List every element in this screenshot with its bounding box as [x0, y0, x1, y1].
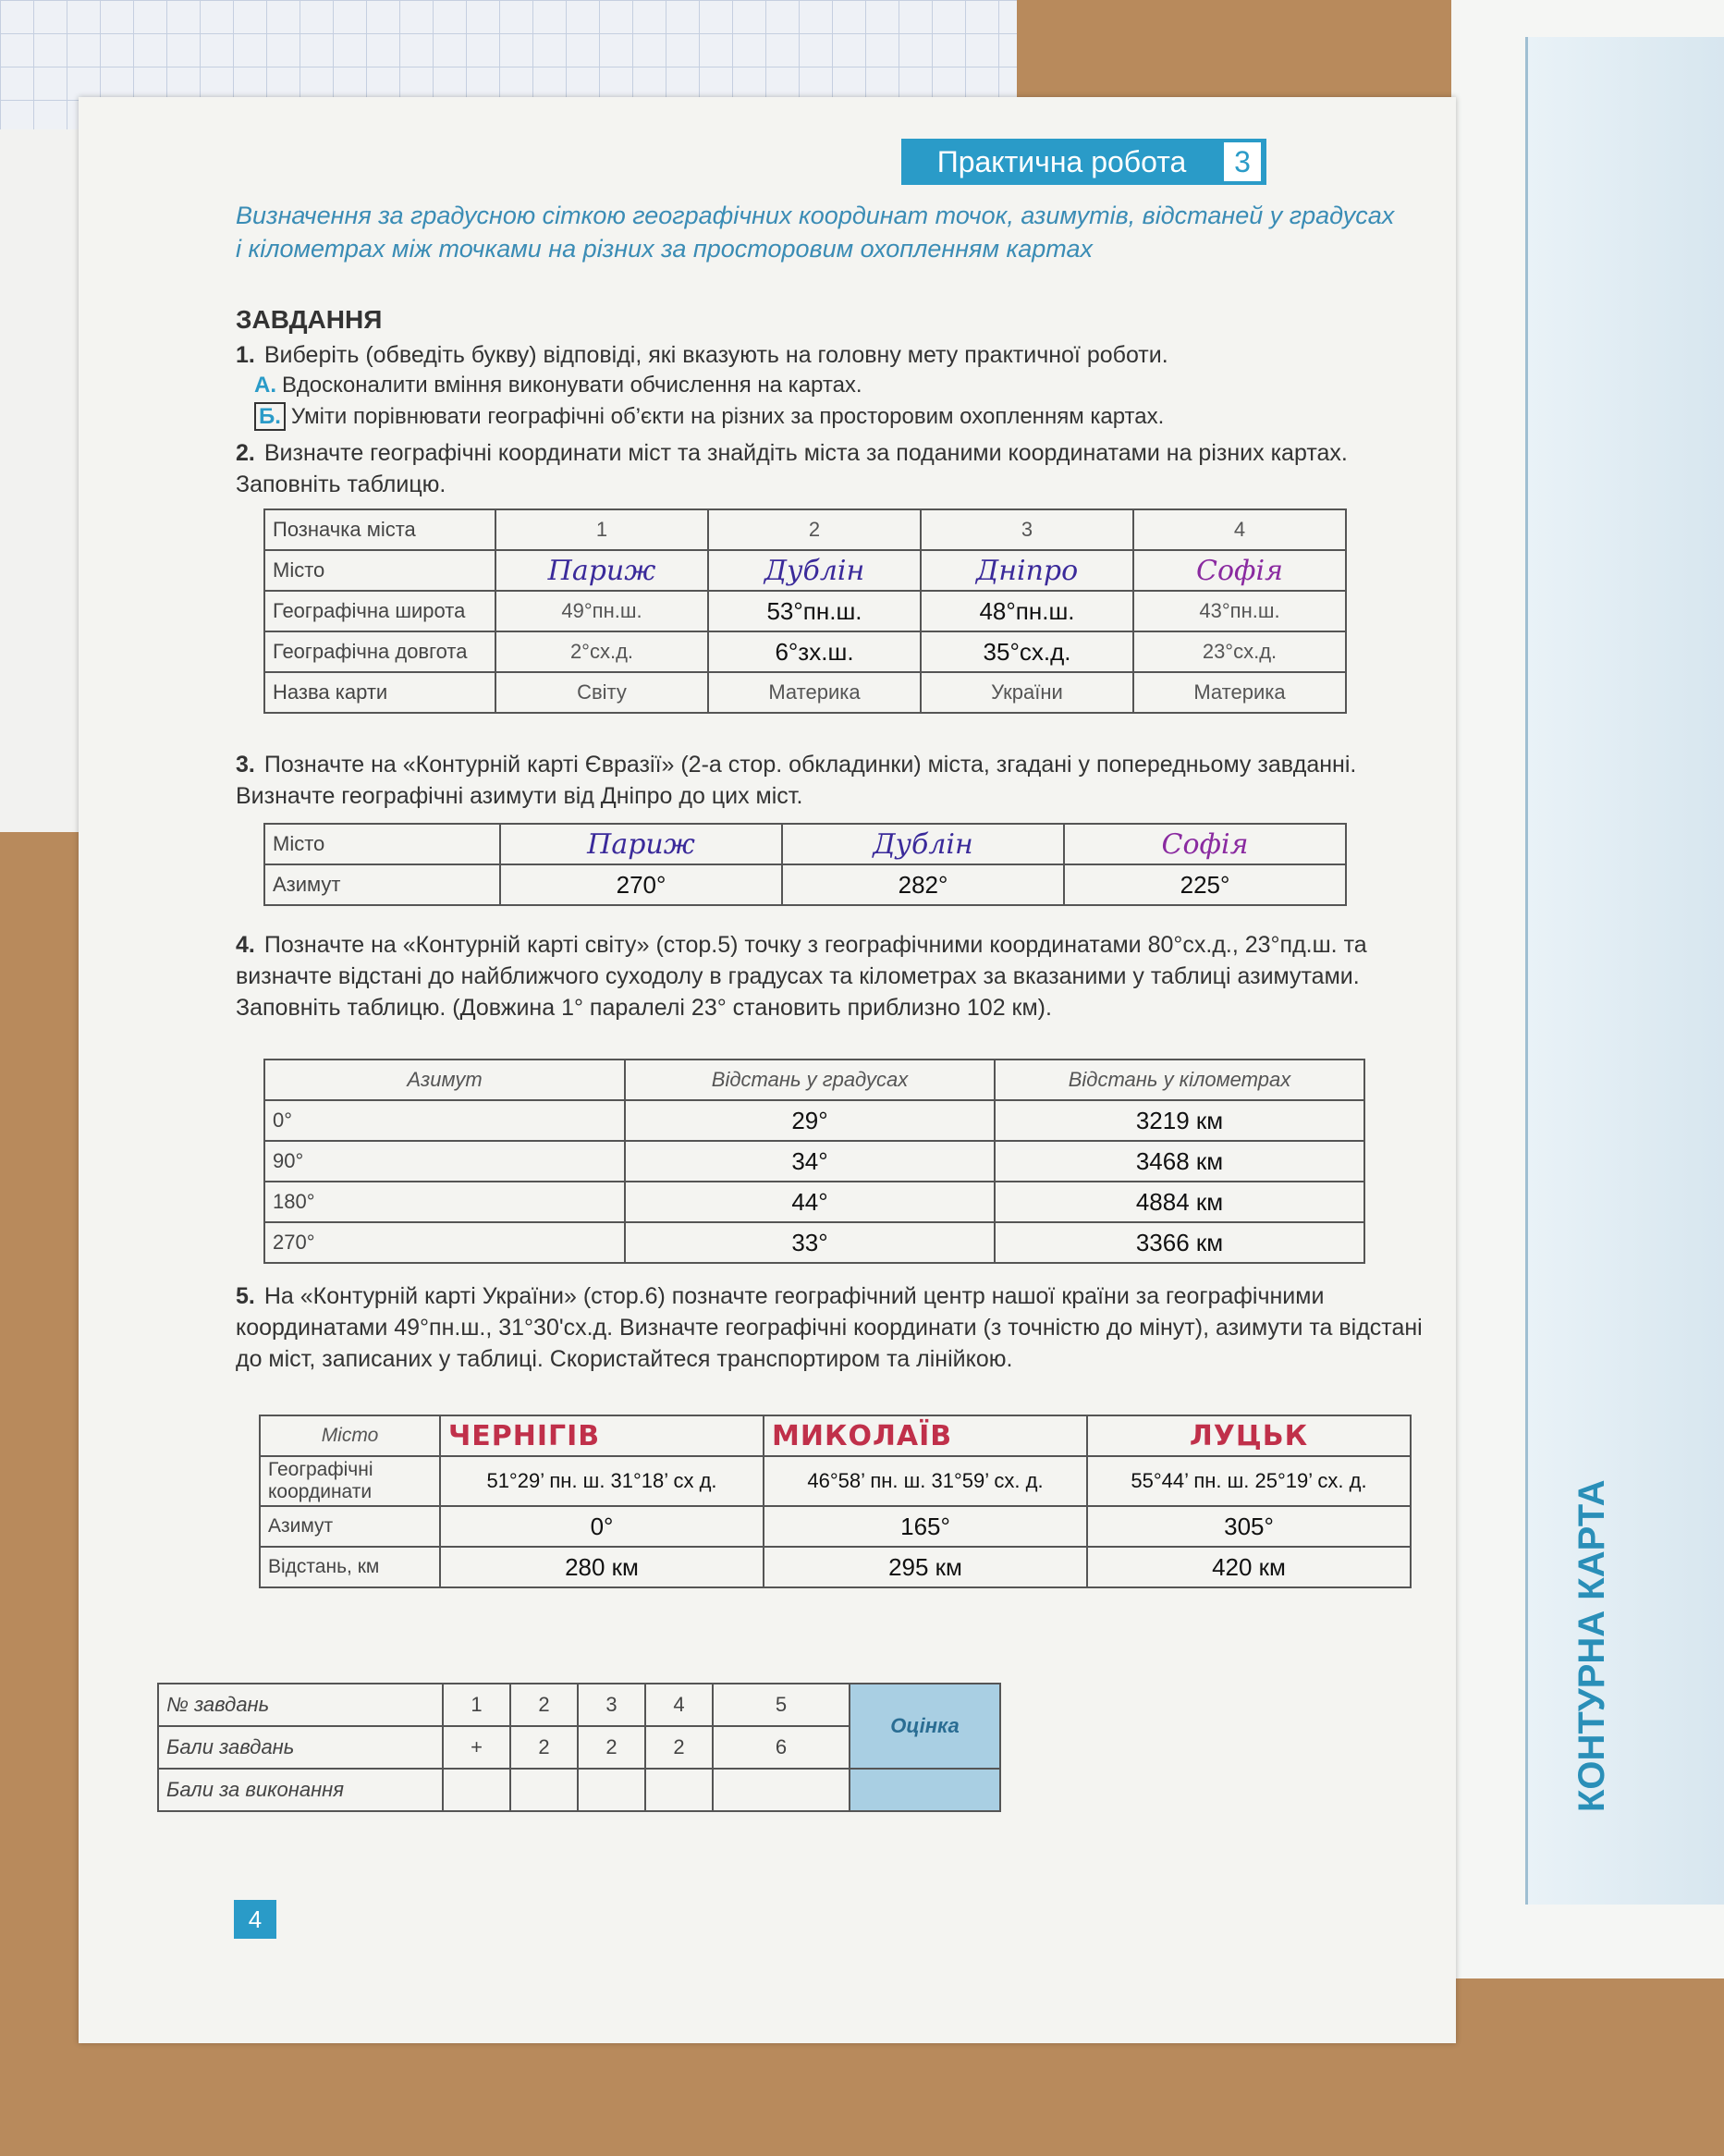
latitude-cell: 49°пн.ш.: [495, 591, 708, 631]
distance-cell[interactable]: 295 км: [764, 1547, 1087, 1587]
longitude-cell: 2°сх.д.: [495, 631, 708, 672]
city-cell[interactable]: Париж: [495, 550, 708, 591]
latitude-cell[interactable]: 48°пн.ш.: [921, 591, 1133, 631]
points-cell: 2: [645, 1726, 713, 1769]
kilometers-cell[interactable]: 3468 км: [995, 1141, 1364, 1182]
kilometers-cell[interactable]: 3219 км: [995, 1100, 1364, 1141]
mark-cell: 3: [921, 509, 1133, 550]
row-label: Географічні координати: [260, 1456, 440, 1506]
table-row: [260, 1506, 1411, 1547]
task-5-number: 5.: [236, 1283, 255, 1309]
table-row: [264, 1141, 1364, 1182]
task-1-option-b[interactable]: [254, 404, 1164, 430]
earned-points-cell[interactable]: [443, 1769, 510, 1811]
row-label: № завдань: [158, 1684, 443, 1726]
coordinates-cell[interactable]: 55°44’ пн. ш. 25°19’ сх. д.: [1087, 1456, 1411, 1506]
azimuth-cell: 180°: [264, 1182, 625, 1222]
section-title: ЗАВДАННЯ: [236, 305, 383, 334]
table-header-row: [264, 1060, 1364, 1100]
map-name-cell: Материка: [708, 672, 921, 713]
task-number-cell: 1: [443, 1684, 510, 1726]
workbook-page: [79, 97, 1456, 2043]
earned-points-cell[interactable]: [645, 1769, 713, 1811]
task-2-text: Визначте географічні координати міст та знайдіть міста за поданими координатами на різних картах. Заповніть таблицю.: [236, 440, 1348, 497]
azimuth-cell[interactable]: 305°: [1087, 1506, 1411, 1547]
map-name-cell: Світу: [495, 672, 708, 713]
degrees-cell[interactable]: 34°: [625, 1141, 995, 1182]
map-name-cell: України: [921, 672, 1133, 713]
points-cell: 2: [510, 1726, 578, 1769]
table-row: [264, 1222, 1364, 1263]
mark-cell: 4: [1133, 509, 1346, 550]
table-row: [264, 591, 1346, 631]
earned-points-cell[interactable]: [713, 1769, 850, 1811]
table-row: [260, 1415, 1411, 1456]
contour-map-label: КОНТУРНА КАРТА: [1571, 1479, 1612, 1812]
row-label: Географічна широта: [264, 591, 495, 631]
mark-cell: 2: [708, 509, 921, 550]
column-header: Відстань у градусах: [625, 1060, 995, 1100]
task-2: [236, 437, 1400, 500]
azimuth-cell[interactable]: 165°: [764, 1506, 1087, 1547]
latitude-cell: 43°пн.ш.: [1133, 591, 1346, 631]
row-label: Азимут: [260, 1506, 440, 1547]
table-row: [264, 550, 1346, 591]
longitude-cell[interactable]: 35°сх.д.: [921, 631, 1133, 672]
column-header: Відстань у кілометрах: [995, 1060, 1364, 1100]
city-cell[interactable]: Дублін: [708, 550, 921, 591]
row-label: Місто: [260, 1415, 440, 1456]
earned-points-cell[interactable]: [578, 1769, 645, 1811]
row-label: Бали завдань: [158, 1726, 443, 1769]
task-1-text: Виберіть (обведіть букву) відповіді, які вказують на головну мету практичної роботи.: [263, 342, 1168, 368]
table-row: [264, 509, 1346, 550]
row-label: Позначка міста: [264, 509, 495, 550]
task-3-table: [263, 823, 1347, 906]
task-4-text: Позначте на «Контурній карті світу» (стор.5) точку з географічними координатами 80°сх.д., 23°пд.ш. та визначте відстані до найближчого суходолу в градусах та кілометрах за вказаними у таблиці азимутами. Заповніть таблицю. (Довжина 1° паралелі 23° становить приблизно 102 км).: [236, 932, 1367, 1021]
grade-label: Оцінка: [850, 1684, 1000, 1769]
table-row: [264, 824, 1346, 864]
task-1-option-a[interactable]: [254, 373, 862, 398]
latitude-cell[interactable]: 53°пн.ш.: [708, 591, 921, 631]
task-1: [236, 339, 1400, 371]
degrees-cell[interactable]: 44°: [625, 1182, 995, 1222]
longitude-cell[interactable]: 6°зх.ш.: [708, 631, 921, 672]
practical-work-header: [901, 139, 1266, 185]
row-label: Географічна довгота: [264, 631, 495, 672]
task-4-table: [263, 1059, 1365, 1264]
task-5: [236, 1280, 1428, 1375]
task-2-number: 2.: [236, 440, 255, 466]
column-header: Азимут: [264, 1060, 625, 1100]
row-label: Назва карти: [264, 672, 495, 713]
city-cell[interactable]: МИКОЛАЇВ: [764, 1415, 1087, 1456]
azimuth-cell[interactable]: 225°: [1064, 864, 1346, 905]
practical-work-subtitle: Визначення за градусною сіткою географічних координат точок, азимутів, відстаней у градусах і кілометрах між точками на різних за просторовим охопленням картах: [236, 202, 1395, 263]
option-b-text: Уміти порівнювати географічні об’єкти на різних за просторовим охопленням картах.: [290, 404, 1165, 429]
kilometers-cell[interactable]: 4884 км: [995, 1182, 1364, 1222]
task-1-number: 1.: [236, 342, 255, 368]
points-cell: 6: [713, 1726, 850, 1769]
task-5-table: [259, 1415, 1412, 1588]
longitude-cell: 23°сх.д.: [1133, 631, 1346, 672]
option-a-text: Вдосконалити вміння виконувати обчислення на картах.: [282, 373, 862, 398]
score-table: [157, 1683, 1001, 1812]
table-row: [158, 1684, 1000, 1726]
kilometers-cell[interactable]: 3366 км: [995, 1222, 1364, 1263]
city-cell[interactable]: ЛУЦЬК: [1087, 1415, 1411, 1456]
city-cell[interactable]: Париж: [500, 824, 782, 864]
table-row: [264, 631, 1346, 672]
points-cell: +: [443, 1726, 510, 1769]
map-name-cell: Материка: [1133, 672, 1346, 713]
table-row: [264, 1182, 1364, 1222]
city-cell[interactable]: Софія: [1133, 550, 1346, 591]
task-5-text: На «Контурній карті України» (стор.6) позначте географічний центр нашої країни за географічними координатами 49°пн.ш., 31°30'сх.д. Визначте географічні координати (з точністю до мінут), азимути та відстані до міст, записаних у таблиці. Скористайтеся транспортиром та лінійкою.: [236, 1283, 1423, 1372]
grade-cell[interactable]: [850, 1769, 1000, 1811]
row-label: Відстань, км: [260, 1547, 440, 1587]
table-row: [264, 672, 1346, 713]
page-number: 4: [234, 1900, 276, 1939]
practical-work-number: 3: [1222, 141, 1263, 183]
azimuth-cell[interactable]: 0°: [440, 1506, 764, 1547]
earned-points-cell[interactable]: [510, 1769, 578, 1811]
task-number-cell: 3: [578, 1684, 645, 1726]
city-cell[interactable]: Дніпро: [921, 550, 1133, 591]
azimuth-cell: 270°: [264, 1222, 625, 1263]
option-b-letter-circled: Б.: [254, 402, 286, 431]
city-cell[interactable]: ЧЕРНІГІВ: [440, 1415, 764, 1456]
distance-cell[interactable]: 280 км: [440, 1547, 764, 1587]
points-cell: 2: [578, 1726, 645, 1769]
distance-cell[interactable]: 420 км: [1087, 1547, 1411, 1587]
mark-cell: 1: [495, 509, 708, 550]
row-label: Місто: [264, 550, 495, 591]
azimuth-cell[interactable]: 282°: [782, 864, 1064, 905]
task-3: [236, 749, 1410, 812]
row-label: Місто: [264, 824, 500, 864]
table-row: [260, 1547, 1411, 1587]
task-3-number: 3.: [236, 752, 255, 778]
task-4: [236, 929, 1428, 1023]
task-2-table: [263, 508, 1347, 714]
azimuth-cell[interactable]: 270°: [500, 864, 782, 905]
azimuth-cell: 90°: [264, 1141, 625, 1182]
task-3-text: Позначте на «Контурній карті Євразії» (2-а стор. обкладинки) міста, згадані у попередньому завданні. Визначте географічні азимути від Дніпро до цих міст.: [236, 752, 1357, 809]
degrees-cell[interactable]: 33°: [625, 1222, 995, 1263]
city-cell[interactable]: Софія: [1064, 824, 1346, 864]
practical-work-title: Практична робота: [936, 144, 1187, 178]
table-row: [158, 1769, 1000, 1811]
table-row: [264, 1100, 1364, 1141]
row-label: Бали за виконання: [158, 1769, 443, 1811]
degrees-cell[interactable]: 29°: [625, 1100, 995, 1141]
coordinates-cell[interactable]: 51°29’ пн. ш. 31°18’ сх д.: [440, 1456, 764, 1506]
coordinates-cell[interactable]: 46°58’ пн. ш. 31°59’ сх. д.: [764, 1456, 1087, 1506]
city-cell[interactable]: Дублін: [782, 824, 1064, 864]
option-a-letter: А.: [254, 373, 276, 398]
task-number-cell: 4: [645, 1684, 713, 1726]
table-row: [260, 1456, 1411, 1506]
azimuth-cell: 0°: [264, 1100, 625, 1141]
table-row: [264, 864, 1346, 905]
task-4-number: 4.: [236, 932, 255, 958]
row-label: Азимут: [264, 864, 500, 905]
task-number-cell: 5: [713, 1684, 850, 1726]
task-number-cell: 2: [510, 1684, 578, 1726]
